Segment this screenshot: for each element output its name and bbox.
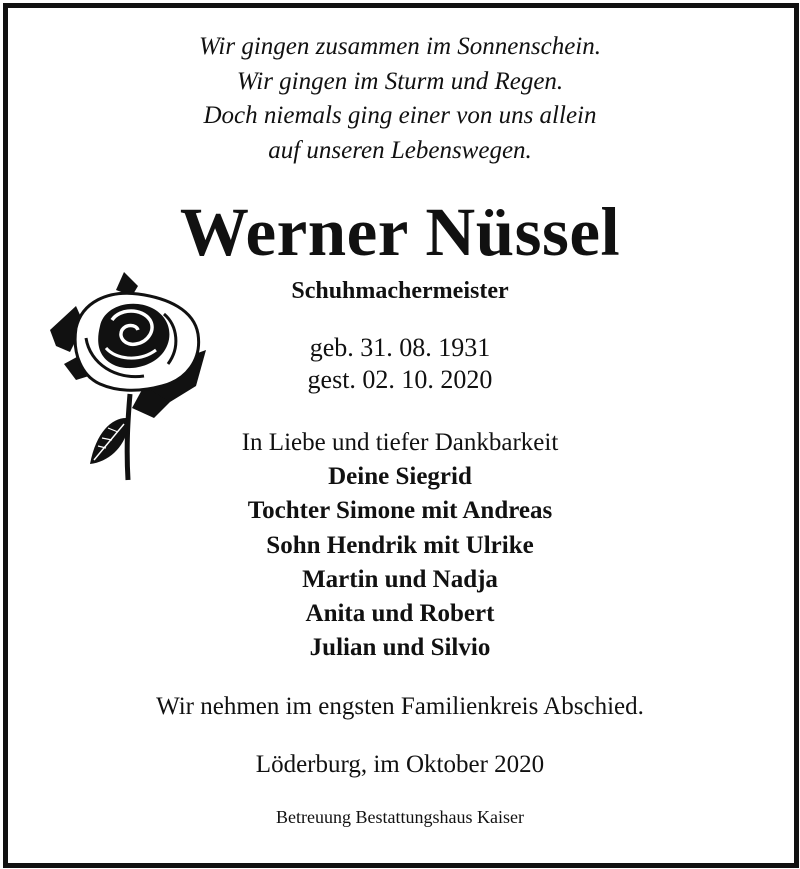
mourner-name: Tochter Simone mit Andreas	[247, 497, 553, 525]
poem-line: Wir gingen im Sturm und Regen.	[236, 67, 564, 95]
mourner-name: Deine Siegrid	[328, 463, 472, 491]
death-date: gest. 02. 10. 2020	[307, 365, 493, 394]
farewell-note: Wir nehmen im engsten Familienkreis Abschied.	[156, 693, 644, 720]
poem-line: Doch niemals ging einer von uns allein	[203, 102, 597, 129]
mourner-name: Sohn Hendrik mit Ulrike	[266, 531, 534, 559]
mourner-name: Julian und Silvio	[309, 634, 491, 662]
mourner-name: Anita und Robert	[305, 600, 495, 628]
mourners-intro: In Liebe und tiefer Dankbarkeit	[241, 429, 559, 456]
mourner-name: Martin und Nadja	[302, 565, 498, 593]
undertaker-credit: Betreuung Bestattungshaus Kaiser	[276, 807, 524, 827]
deceased-profession: Schuhmachermeister	[291, 278, 509, 304]
poem-line: Wir gingen zusammen im Sonnenschein.	[198, 33, 602, 60]
memorial-poem	[0, 30, 800, 168]
birth-date: geb. 31. 08. 1931	[309, 333, 491, 362]
place-and-date: Löderburg, im Oktober 2020	[255, 751, 545, 778]
poem-line: auf unseren Lebenswegen.	[268, 136, 532, 164]
mourners-block	[0, 426, 800, 665]
deceased-name: Werner Nüssel	[179, 194, 621, 270]
